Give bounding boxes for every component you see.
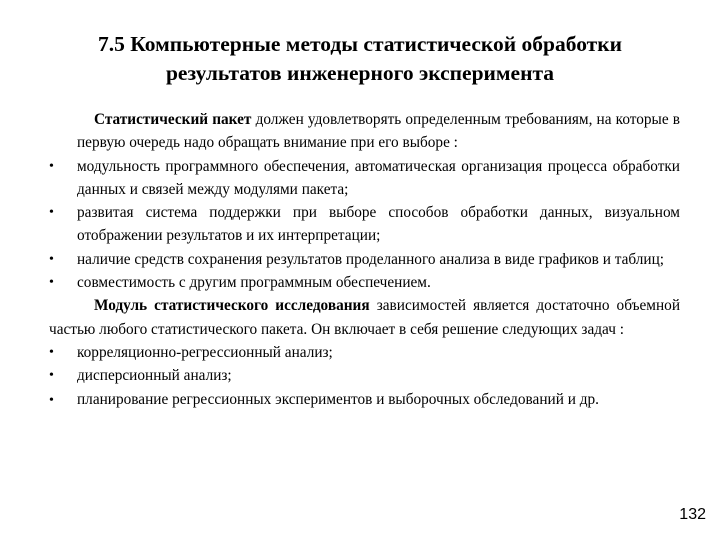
page-number: 132 (679, 506, 706, 523)
bullet-icon: • (49, 368, 54, 384)
bullet-icon: • (49, 251, 54, 267)
requirements-list (49, 155, 680, 295)
bullet-icon: • (49, 275, 54, 291)
intro-text: должен удовлетворять определенным требованиям, на которые в первую очередь надо обращать внимание при его выборе : (77, 111, 680, 152)
tasks-list (49, 341, 680, 388)
list-item-text: дисперсионный анализ; (77, 367, 232, 385)
intro-paragraph (77, 108, 680, 155)
list-item (49, 341, 680, 364)
intro-bold-term: Статистический пакет (94, 111, 252, 128)
bullet-icon: • (49, 392, 54, 408)
list-item-text: наличие средств сохранения результатов проделанного анализа в виде графиков и таблиц; (77, 250, 665, 268)
title-line-2: результатов инженерного эксперимента (165, 61, 555, 85)
module-bold-term: Модуль статистического исследования (94, 297, 370, 315)
slide-title (40, 30, 680, 88)
list-item-text: корреляционно-регрессионный анализ; (77, 343, 333, 361)
bullet-icon: • (49, 158, 54, 174)
bullet-icon: • (49, 205, 54, 221)
last-task-text: планирование регрессионных экспериментов и выборочных обследований и др. (77, 390, 599, 408)
module-paragraph (49, 294, 680, 341)
list-item (49, 271, 680, 294)
title-line-1: 7.5 Компьютерные методы статистической обработки (97, 32, 622, 56)
list-item-text: совместимость с другим программным обеспечением. (77, 274, 431, 292)
last-task-item (49, 388, 680, 412)
list-item (49, 201, 680, 248)
bullet-icon: • (49, 344, 54, 360)
module-text: зависимостей является достаточно объемной частью любого статистического пакета. Он включает в себя решение следующих задач : (49, 297, 680, 338)
slide-body (49, 108, 680, 412)
list-item (49, 155, 680, 202)
list-item-text: развитая система поддержки при выборе способов обработки данных, визуальном отображении результатов и их интерпретации; (77, 204, 680, 245)
list-item-text: модульность программного обеспечения, автоматическая организация процесса обработки данных и связей между модулями пакета; (77, 157, 680, 198)
list-item (49, 364, 680, 387)
list-item (49, 248, 680, 271)
